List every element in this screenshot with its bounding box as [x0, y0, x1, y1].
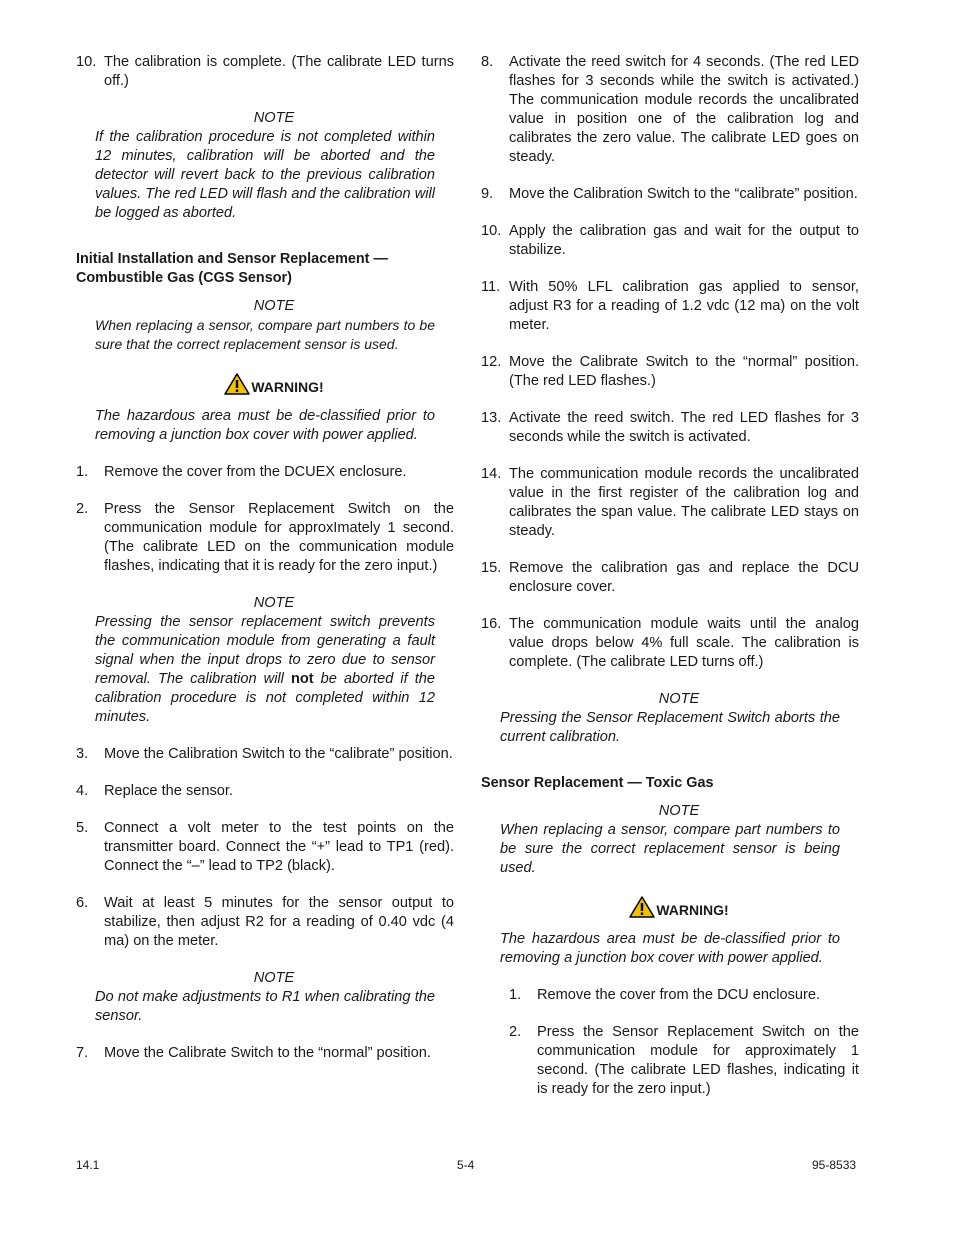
step-6: [76, 894, 454, 951]
step-10: [76, 53, 454, 91]
section-heading-line1: Initial Installation and Sensor Replacement —: [76, 251, 388, 267]
step-number: 13.: [481, 410, 502, 426]
step-number: 4.: [76, 783, 89, 799]
step-number: 6.: [76, 895, 89, 911]
step-text: Replace the sensor.: [104, 783, 233, 799]
step-8: [481, 53, 859, 167]
note-text: Pressing the Sensor Replacement Switch aborts the current calibration.: [500, 710, 840, 745]
note-calibration-timeout: [76, 109, 454, 223]
step-number: 11.: [481, 279, 501, 295]
note-label: NOTE: [253, 110, 295, 126]
step-text: The communication module records the uncalibrated value in the first register of the calibration log and calibrates the span value. The calibrate LED stays on steady.: [509, 466, 859, 539]
step-number: 9.: [481, 186, 494, 202]
step-number: 5.: [76, 820, 89, 836]
toxic-step-1: [481, 986, 859, 1005]
step-number: 1.: [76, 464, 89, 480]
step-number: 16.: [481, 616, 502, 632]
right-column: [481, 53, 859, 1099]
note-label: NOTE: [253, 298, 295, 314]
step-text: Apply the calibration gas and wait for the output to stabilize.: [509, 223, 859, 258]
step-text: Move the Calibrate Switch to the “normal” position. (The red LED flashes.): [509, 354, 859, 389]
document-number: 95-8533: [812, 1158, 857, 1172]
note-text: [76, 613, 454, 727]
note-text-part: Pressing the sensor replacement switch prevents the communication module from generating a fault signal when the input drops to zero due to sensor removal. The calibration will: [95, 614, 435, 687]
step-number: 14.: [481, 466, 502, 482]
step-4: [76, 782, 454, 801]
note-text-part: be aborted if the calibration procedure is not completed within 12 minutes.: [95, 671, 435, 725]
step-text: Activate the reed switch for 4 seconds. (The red LED flashes for 3 seconds while the switch is activated.) The communication module records the uncalibrated value in position one of the calibration log and calibrates the zero value. The calibrate LED goes on steady.: [509, 54, 859, 165]
step-number: 15.: [481, 560, 502, 576]
step-text: With 50% LFL calibration gas applied to sensor, adjust R3 for a reading of 1.2 vdc (12 ma) on the volt meter.: [509, 279, 859, 333]
step-13: [481, 409, 859, 447]
warning-text: The hazardous area must be de-classified prior to removing a junction box cover with power applied.: [500, 931, 840, 966]
step-text: Remove the calibration gas and replace the DCU enclosure cover.: [509, 560, 859, 595]
step-number: 7.: [76, 1045, 89, 1061]
page-number: 5-4: [457, 1158, 475, 1172]
step-text: Remove the cover from the DCU enclosure.: [537, 987, 821, 1003]
footer-revision: 14.1: [76, 1158, 100, 1172]
note-label: NOTE: [658, 691, 700, 707]
note-text: Do not make adjustments to R1 when calibrating the sensor.: [95, 989, 435, 1024]
note-abort: [481, 690, 859, 747]
note-text-emphasis: not: [290, 671, 314, 687]
warning-heading: [481, 896, 859, 920]
step-number: 1.: [509, 987, 522, 1003]
step-text: Move the Calibration Switch to the “calibrate” position.: [509, 186, 858, 202]
warning-triangle-icon: [629, 896, 655, 918]
note-sensor-switch: [76, 594, 454, 727]
note-label: NOTE: [253, 970, 295, 986]
note-text: When replacing a sensor, compare part numbers to be sure that the correct replacement sensor is used.: [95, 317, 435, 352]
step-text: Wait at least 5 minutes for the sensor output to stabilize, then adjust R2 for a reading of 0.40 vdc (4 ma) on the meter.: [104, 895, 454, 949]
step-text: The communication module waits until the analog value drops below 4% full scale. The calibration is complete. (The calibrate LED turns off.): [509, 616, 859, 670]
step-14: [481, 465, 859, 541]
toxic-step-2: [481, 1023, 859, 1099]
step-number: 10.: [76, 54, 97, 70]
warning-label: WARNING!: [656, 902, 729, 918]
section-heading-cgs: [76, 250, 454, 288]
step-10: [481, 222, 859, 260]
note-label: NOTE: [253, 595, 295, 611]
note-part-numbers: [481, 802, 859, 878]
left-column: [76, 53, 454, 1063]
step-7: [76, 1044, 454, 1063]
step-text: Connect a volt meter to the test points on the transmitter board. Connect the “+” lead to TP1 (red). Connect the “–” lead to TP2 (black).: [104, 820, 454, 874]
step-text: Remove the cover from the DCUEX enclosure.: [104, 464, 407, 480]
step-number: 8.: [481, 54, 494, 70]
step-2: [76, 500, 454, 576]
step-text: Press the Sensor Replacement Switch on the communication module for approxImately 1 second. (The calibrate LED on the communication module flashes, indicating that it is ready for the zero input.): [104, 501, 454, 574]
step-number: 3.: [76, 746, 89, 762]
step-text: Press the Sensor Replacement Switch on the communication module for approximately 1 second. (The calibrate LED flashes, indicating it is ready for the zero input.): [537, 1024, 859, 1097]
step-12: [481, 353, 859, 391]
warning-triangle-icon: [224, 373, 250, 395]
note-label: NOTE: [658, 803, 700, 819]
step-9: [481, 185, 859, 204]
warning-text: The hazardous area must be de-classified prior to removing a junction box cover with power applied.: [95, 408, 435, 443]
note-text: If the calibration procedure is not completed within 12 minutes, calibration will be aborted and the detector will revert back to the previous calibration values. The red LED will flash and the calibration will be logged as aborted.: [95, 129, 435, 221]
step-text: Move the Calibrate Switch to the “normal” position.: [104, 1045, 431, 1061]
section-heading-toxic: Sensor Replacement — Toxic Gas: [481, 775, 714, 791]
step-text: Activate the reed switch. The red LED flashes for 3 seconds while the switch is activated.: [509, 410, 859, 445]
step-3: [76, 745, 454, 764]
step-1: [76, 463, 454, 482]
step-number: 2.: [76, 501, 89, 517]
step-number: 2.: [509, 1024, 522, 1040]
step-5: [76, 819, 454, 876]
note-r1: [76, 969, 454, 1026]
warning-heading: [76, 373, 454, 397]
section-heading-line2: Combustible Gas (CGS Sensor): [76, 270, 292, 286]
step-text: Move the Calibration Switch to the “calibrate” position.: [104, 746, 453, 762]
note-part-numbers: [76, 297, 454, 354]
step-text: The calibration is complete. (The calibrate LED turns off.): [104, 54, 454, 89]
step-15: [481, 559, 859, 597]
step-16: [481, 615, 859, 672]
step-11: [481, 278, 859, 335]
note-text: When replacing a sensor, compare part numbers to be sure the correct replacement sensor is being used.: [500, 822, 840, 876]
warning-label: WARNING!: [251, 379, 324, 395]
step-number: 10.: [481, 223, 502, 239]
step-number: 12.: [481, 354, 502, 370]
